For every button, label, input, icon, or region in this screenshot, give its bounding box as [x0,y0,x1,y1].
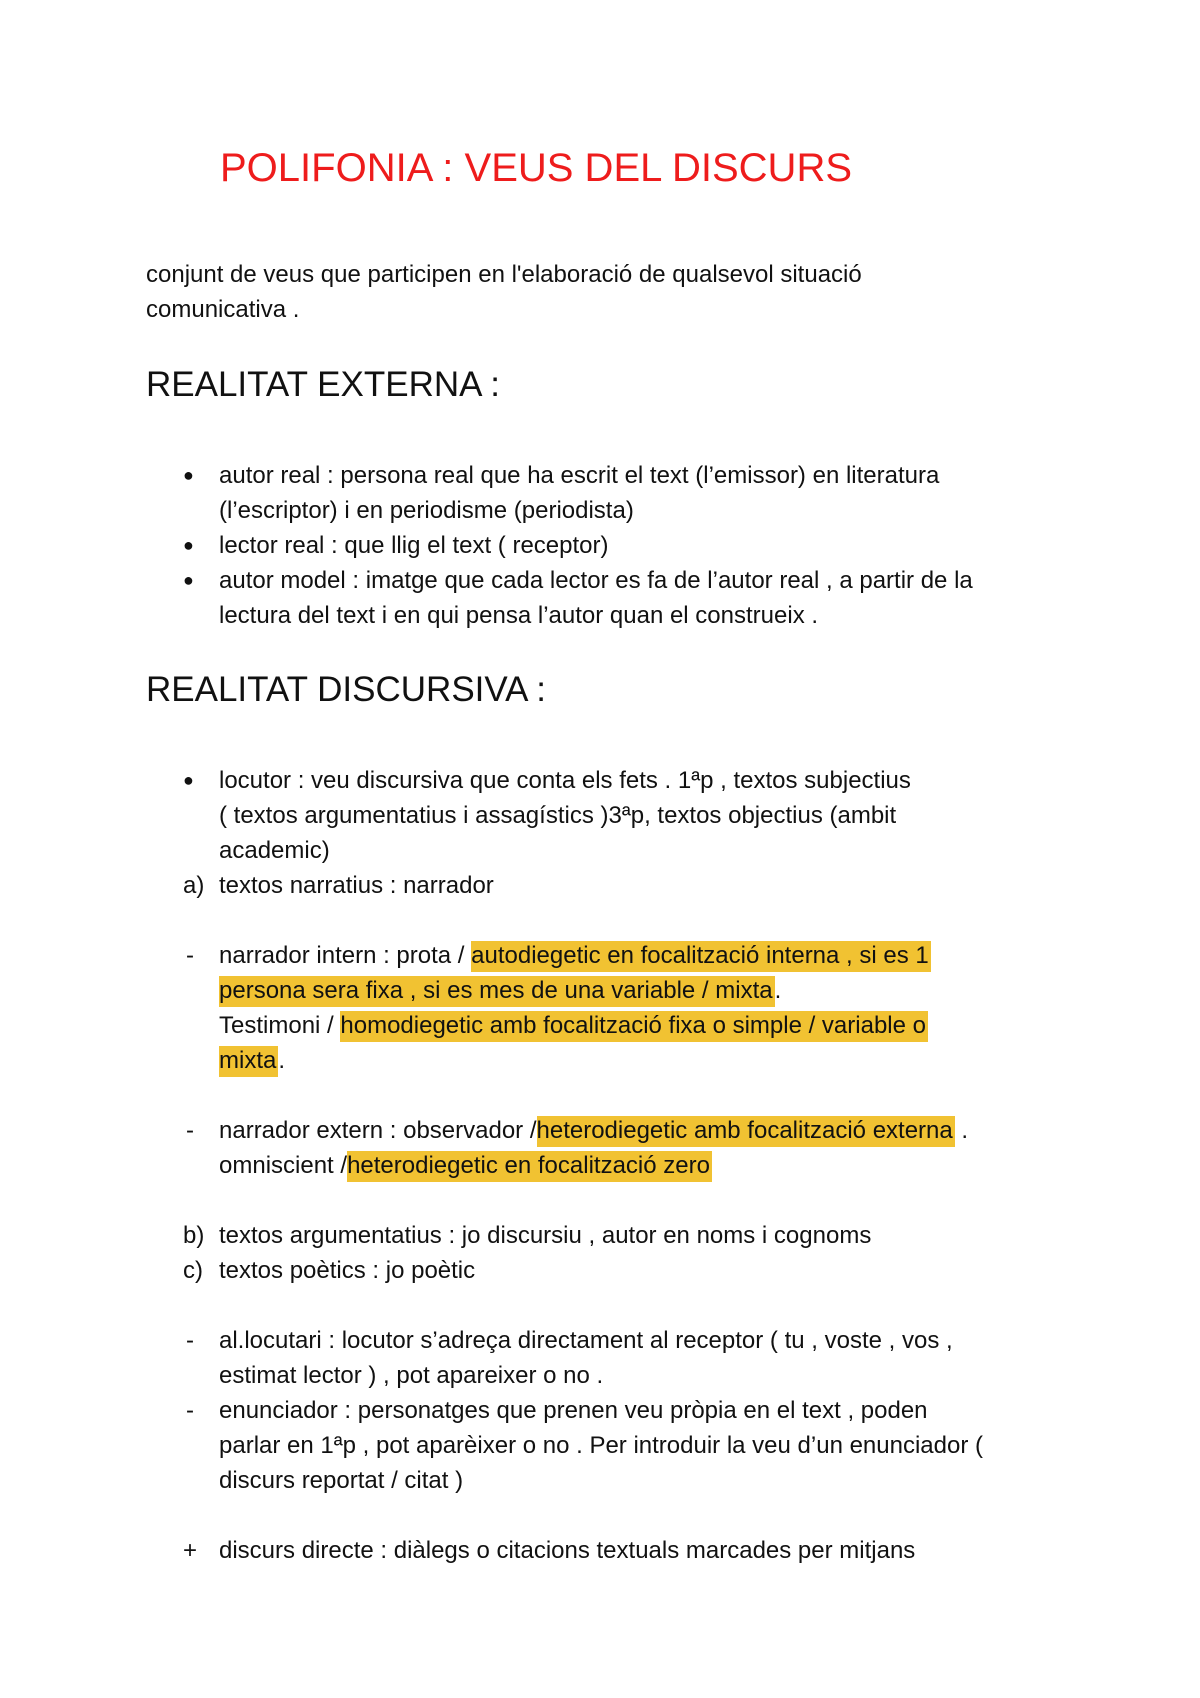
intro-line: comunicativa . [146,296,300,323]
list-item-line [219,1008,928,1043]
plain-text: Testimoni / [219,1012,341,1039]
list-item-line: academic) [219,837,330,864]
list-marker: c) [183,1257,203,1284]
list-item-line: autor model : imatge que cada lector es fa de l’autor real , a partir de la [219,567,973,594]
section-heading-external: REALITAT EXTERNA : [146,365,500,404]
highlighted-text: autodiegetic en focalització interna , si es 1 [471,941,931,972]
list-item-line: (l’escriptor) i en periodisme (periodista) [219,497,634,524]
list-item-line: ( textos argumentatius i assagístics )3ªp, textos objectius (ambit [219,802,897,829]
list-item-line: enunciador : personatges que prenen veu pròpia en el text , poden [219,1397,928,1424]
plain-text: omniscient / [219,1152,348,1179]
list-item-line: lectura del text i en qui pensa l’autor quan el construeix . [219,602,819,629]
intro-line: conjunt de veus que participen en l'elaboració de qualsevol situació [146,261,862,288]
list-item-line: discurs reportat / citat ) [219,1467,464,1494]
list-item-line: parlar en 1ªp , pot aparèixer o no . Per introduir la veu d’un enunciador ( [219,1432,984,1459]
highlighted-text: homodiegetic amb focalització fixa o simple / variable o [340,1011,928,1042]
plain-text: . [774,977,782,1004]
highlighted-text: persona sera fixa , si es mes de una variable / mixta [219,976,775,1007]
list-marker: a) [183,872,205,899]
plus-marker: + [183,1537,198,1564]
list-item-line: locutor : veu discursiva que conta els fets . 1ªp , textos subjectius [219,767,911,794]
bullet-icon: ● [183,770,194,790]
list-item-line [219,1113,968,1148]
plain-text: narrador intern : prota / [219,942,472,969]
list-item-line: estimat lector ) , pot apareixer o no . [219,1362,604,1389]
dash-marker: - [186,1327,194,1354]
highlighted-text: mixta [219,1046,278,1077]
list-item-line [219,973,781,1008]
list-marker: b) [183,1222,205,1249]
plain-text: . [278,1047,286,1074]
section-heading-discursive: REALITAT DISCURSIVA : [146,670,547,709]
list-item-line: textos poètics : jo poètic [219,1257,476,1284]
dash-marker: - [186,1117,194,1144]
list-item-line [219,938,931,973]
list-item-line: discurs directe : diàlegs o citacions textuals marcades per mitjans [219,1537,916,1564]
highlighted-text: heterodiegetic en focalització zero [347,1151,712,1182]
dash-marker: - [186,1397,194,1424]
list-item-line: textos narratius : narrador [219,872,494,899]
highlighted-text: heterodiegetic amb focalització externa [537,1116,955,1147]
bullet-icon: ● [183,535,194,555]
list-item-line [219,1043,285,1078]
list-item-line: lector real : que llig el text ( receptor) [219,532,609,559]
plain-text: narrador extern : observador / [219,1117,537,1144]
list-item-line: textos argumentatius : jo discursiu , autor en noms i cognoms [219,1222,872,1249]
list-item-line: al.locutari : locutor s’adreça directament al receptor ( tu , voste , vos , [219,1327,953,1354]
list-item-line [219,1148,712,1183]
list-item-line: autor real : persona real que ha escrit el text (l’emissor) en literatura [219,462,940,489]
page-title: POLIFONIA : VEUS DEL DISCURS [220,146,853,190]
bullet-icon: ● [183,465,194,485]
plain-text: . [954,1117,969,1144]
dash-marker: - [186,942,194,969]
bullet-icon: ● [183,570,194,590]
